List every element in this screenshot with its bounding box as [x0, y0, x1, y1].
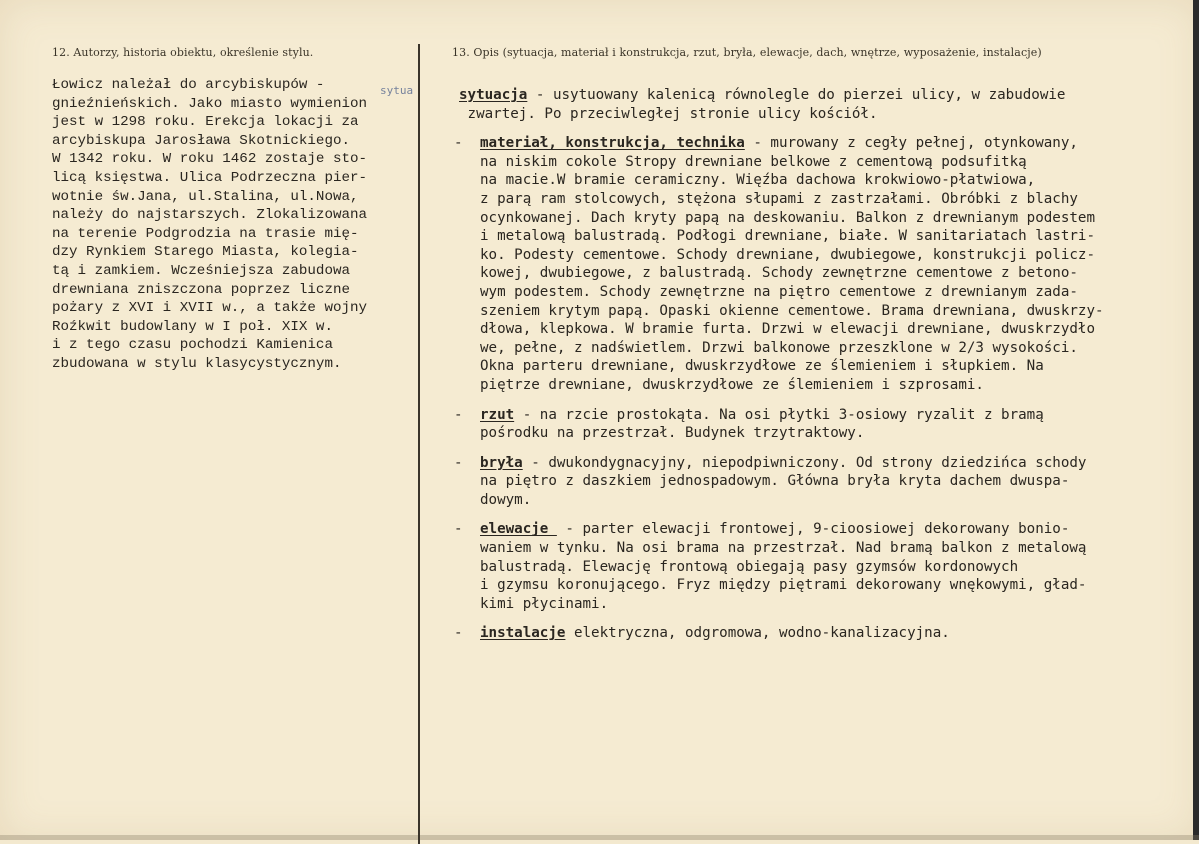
item-text: - parter elewacji frontowej, 9-cioosiowej dekorowany bonio- waniem w tynku. Na osi brama na przestrzał. Nad bramą balkon z metalową balustradą. Elewację frontową obiegają pasy gzymsów kordonowych i gzymsu koronującego. Fryz między piętrami dekorowany wnękowymi, gład- kimi płycinami. — [480, 521, 1087, 612]
item-keyword: rzut — [480, 406, 515, 423]
item-dash: - — [454, 625, 463, 642]
item-body — [480, 134, 1189, 394]
item-keyword: sytuacja — [459, 87, 528, 103]
description-item — [454, 86, 1189, 123]
item-dash: - — [454, 454, 463, 471]
item-keyword: bryła — [480, 454, 523, 471]
description-column — [454, 86, 1189, 654]
item-body — [480, 454, 1189, 510]
item-body — [480, 624, 1189, 643]
item-dash: - — [454, 406, 463, 423]
section-13-header: 13. Opis (sytuacja, materiał i konstrukcja, rzut, bryła, elewacje, dach, wnętrze, wyposażenie, instalacje) — [452, 46, 1042, 59]
item-body — [480, 406, 1189, 443]
description-item — [454, 624, 1189, 643]
item-text: elektryczna, odgromowa, wodno-kanalizacyjna. — [565, 625, 950, 642]
description-item — [454, 520, 1189, 613]
item-text: - murowany z cegły pełnej, otynkowany, na niskim cokole Stropy drewniane belkowe z cementową podsufitką na macie.W bramie ceramiczny. Więźba dachowa krokwiowo-płatwiowa, z parą ram stolcowych, stężona słupami z zastrzałami. Obróbki z blachy ocynkowanej. Dach kryty papą na deskowaniu. Balkon z drewnianym podestem i metalową balustradą. Podłogi drewniane, białe. W sanitariatach lastri- ko. Podesty cementowe. Schody drewniane, dwubiegowe, konstrukcji policz- kowej, dwubiegowe, z balustradą. Schody zewnętrzne cementowe z betono- wym podestem. Schody zewnętrzne na piętro cementowe z drewnianym zada- szeniem krytym papą. Opaski okienne cementowe. Brama drewniana, dwuskrzy- dłowa, klepkowa. W bramie furta. Drzwi w elewacji drewniane, dwuskrzydło we, pełne, z nadświetlem. Drzwi balkonowe przeszklone w 2/3 wysokości. Okna parteru drewniane, dwuskrzydłowe ze ślemieniem i słupkiem. Na piętrze drewniane, dwuskrzydłowe ze ślemieniem i szprosami. — [480, 135, 1104, 393]
item-dash: - — [454, 135, 463, 152]
item-text: - usytuowany kalenicą równolegle do pierzei ulicy, w zabudowie zwartej. Po przeciwległej stronie ulicy kościół. — [467, 87, 1066, 122]
item-text: - dwukondygnacyjny, niepodpiwniczony. Od strony dziedzińca schody na piętro z daszkiem jednospadowym. Główna bryła kryta dachem dwuspa- dowym. — [480, 454, 1087, 508]
description-item — [454, 406, 1189, 443]
overlay-stamp: sytua — [380, 84, 414, 97]
description-item — [454, 134, 1189, 394]
item-body — [480, 520, 1189, 613]
description-item — [454, 454, 1189, 510]
card-bottom-edge — [0, 835, 1199, 840]
item-keyword: elewacje — [480, 521, 557, 538]
item-body — [459, 86, 1189, 123]
card-edge — [1193, 0, 1199, 840]
item-keyword: materiał, konstrukcja, technika — [480, 135, 745, 152]
column-divider — [418, 44, 420, 844]
section-12-header: 12. Autorzy, historia obiektu, określenie stylu. — [52, 46, 314, 59]
item-text: - na rzcie prostokąta. Na osi płytki 3-osiowy ryzalit z bramą pośrodku na przestrzał. Budynek trzytraktowy. — [480, 406, 1044, 442]
item-keyword: instalacje — [480, 625, 566, 642]
history-text: Łowicz należał do arcybiskupów - gnieźnieńskich. Jako miasto wymienion jest w 1298 roku. Erekcja lokacji za arcybiskupa Jarosława Skotnickiego. W 1342 roku. W roku 1462 zostaje sto- licą księstwa. Ulica Podrzeczna pier- wotnie św.Jana, ul.Stalina, ul.Nowa, należy do najstarszych. Zlokalizowana na terenie Podgrodzia na trasie mię- dzy Rynkiem Starego Miasta, kolegia- tą i zamkiem. Wcześniejsza zabudowa drewniana zniszczona poprzez liczne pożary z XVI i XVII w., a także wojny Roźkwit budowlany w I poł. XIX w. i z tego czasu pochodzi Kamienica zbudowana w stylu klasycystycznym. — [52, 77, 368, 372]
item-dash: - — [454, 521, 463, 538]
